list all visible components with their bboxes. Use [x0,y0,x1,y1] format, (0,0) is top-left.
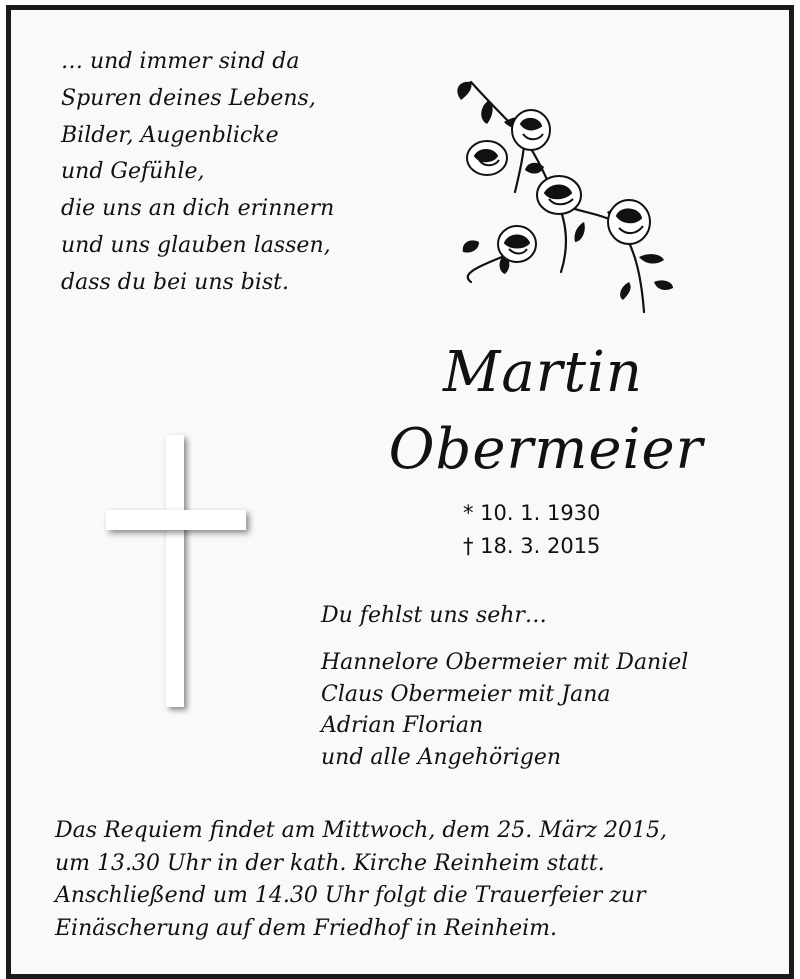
poem-line: und Gefühle, [61,159,205,185]
notice-line: Das Requiem findet am Mittwoch, dem 25. März 2015, [55,818,667,843]
service-notice [55,815,667,945]
family-member: Claus Obermeier mit Jana [321,681,611,707]
poem-line: Spuren deines Lebens, [61,85,316,111]
obituary-frame [6,5,794,979]
family-member: Adrian Florian [321,713,484,738]
poem-line: und uns glauben lassen, [61,232,331,258]
family-member: und alle Angehörigen [321,744,562,770]
notice-line: Anschließend um 14.30 Uhr folgt die Trauerfeier zur [55,883,646,908]
family-list [321,647,688,773]
roses-illustration [449,72,679,317]
deceased-first-name: Martin [443,340,643,405]
poem-line: … und immer sind da [61,49,300,74]
notice-line: Einäscherung auf dem Friedhof in Reinheim. [55,915,558,941]
life-dates [463,497,600,563]
farewell-message: Du fehlst uns sehr… [321,603,547,628]
birth-date: * 10. 1. 1930 [463,501,601,525]
poem [61,44,334,302]
notice-line: um 13.30 Uhr in der kath. Kirche Reinheim statt. [55,850,605,876]
poem-line: die uns an dich erinnern [61,196,335,222]
family-member: Hannelore Obermeier mit Daniel [321,650,689,675]
death-date: † 18. 3. 2015 [463,534,601,558]
poem-line: dass du bei uns bist. [61,269,290,295]
poem-line: Bilder, Augenblicke [61,122,279,148]
deceased-last-name: Obermeier [388,417,704,482]
